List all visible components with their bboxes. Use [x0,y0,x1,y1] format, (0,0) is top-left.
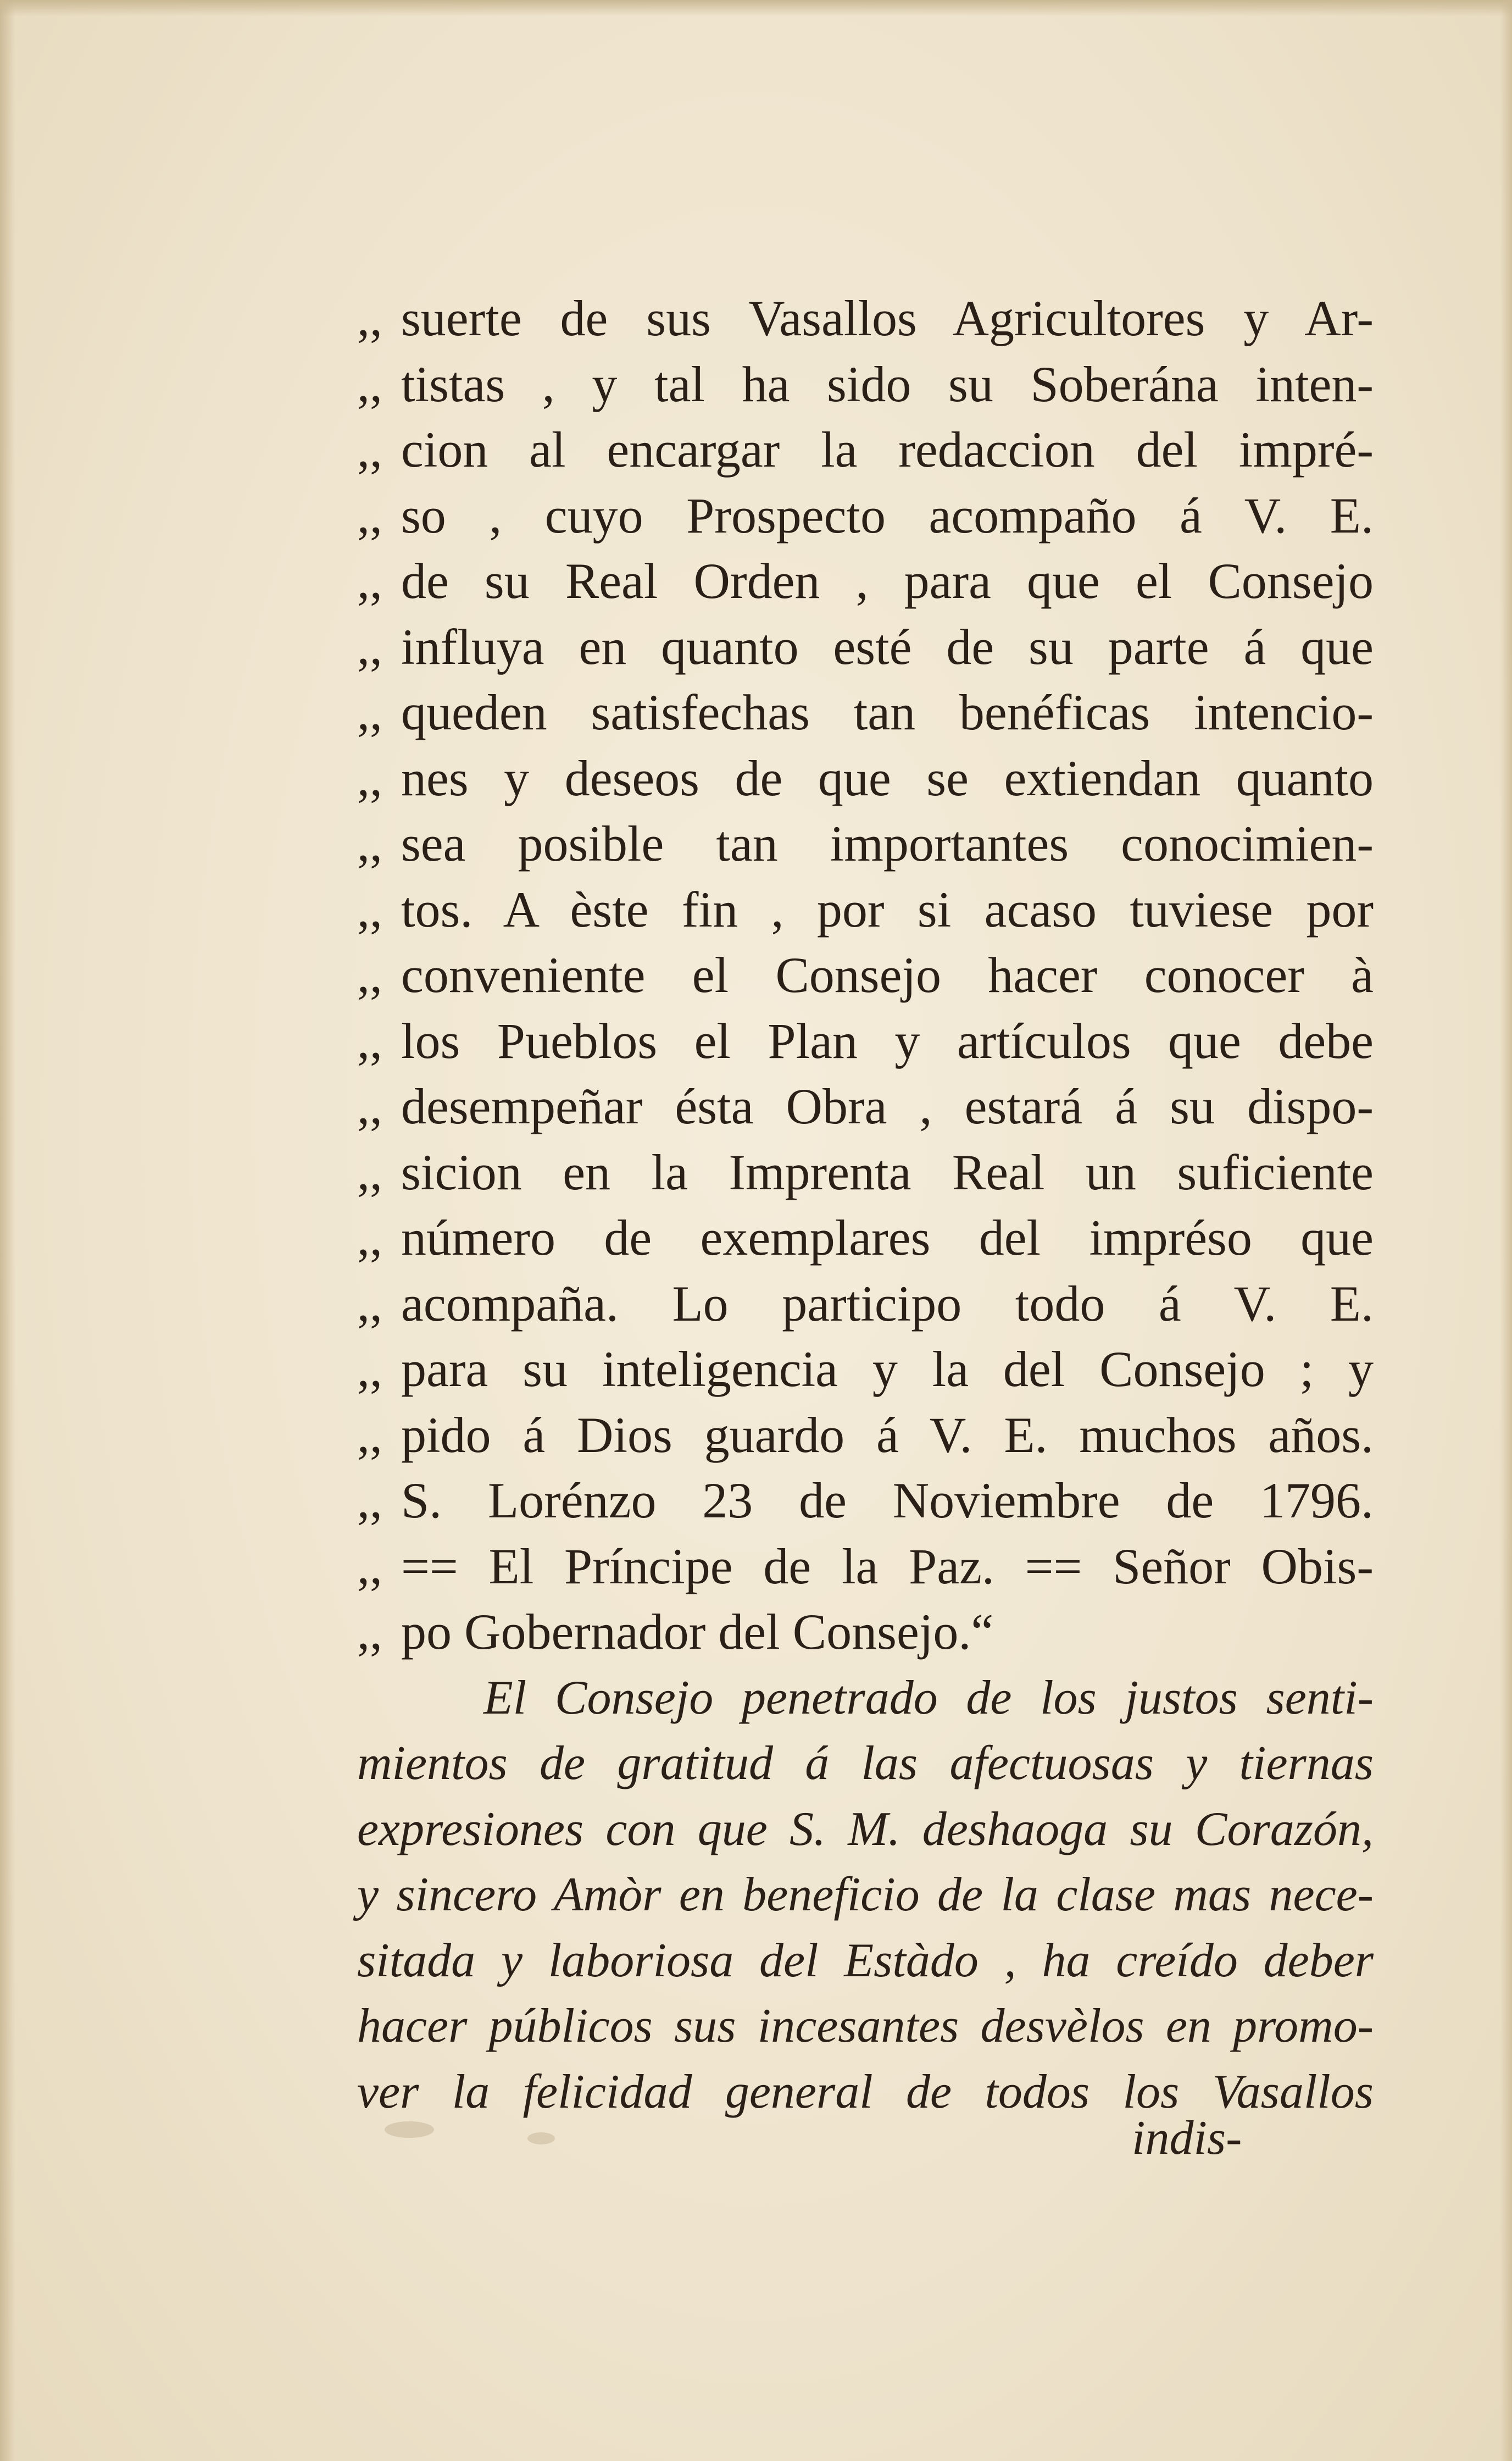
line-text: desempeñar ésta Obra , estará á su dispo- [401,1078,1374,1134]
quoted-line [357,352,1374,418]
quoted-line [357,548,1374,614]
quote-mark: ,, [357,1210,382,1266]
quote-mark: ,, [357,881,382,938]
quote-mark: ,, [357,750,382,806]
quote-mark: ,, [357,356,382,412]
line-text: pido á Dios guardo á V. E. muchos años. [401,1406,1374,1463]
line-text: cion al encargar la redaccion del impré- [401,422,1374,478]
line-text: para su inteligencia y la del Consejo ; y [401,1341,1374,1397]
quote-mark: ,, [357,1472,382,1528]
italic-paragraph-line: sitada y laboriosa del Estàdo , ha creído deber [357,1933,1374,1987]
line-text: acompaña. Lo participo todo á V. E. [401,1275,1374,1332]
quote-mark: ,, [357,422,382,478]
quoted-line [357,1008,1374,1074]
quote-mark: ,, [357,1275,382,1332]
line-text: suerte de sus Vasallos Agricultores y Ar- [401,290,1374,346]
line-text: S. Lorénzo 23 de Noviembre de 1796. [401,1472,1374,1528]
quoted-line [357,1271,1374,1337]
quoted-line [357,286,1374,352]
line-text: so , cuyo Prospecto acompaño á V. E. [401,487,1374,544]
line-text: número de exemplares del impréso que [401,1210,1374,1266]
line-text: de su Real Orden , para que el Consejo [401,553,1374,609]
quoted-line [357,1403,1374,1468]
italic-paragraph-line: mientos de gratitud á las afectuosas y tiernas [357,1737,1374,1790]
paper-stain [527,2132,555,2144]
quote-mark: ,, [357,947,382,1003]
page-edge-right [1500,0,1512,2461]
quoted-line [357,1468,1374,1534]
quote-mark: ,, [357,1012,382,1069]
page-edge-left [0,0,15,2461]
quoted-line [357,680,1374,746]
quote-mark: ,, [357,1604,382,1660]
line-text: sicion en la Imprenta Real un suficiente [401,1144,1374,1200]
quote-mark: ,, [357,1341,382,1397]
quoted-line [357,877,1374,943]
italic-paragraph-line: hacer públicos sus incesantes desvèlos en promo- [357,1999,1374,2053]
quoted-line [357,746,1374,812]
quoted-line [357,1074,1374,1140]
quote-mark: ,, [357,1538,382,1594]
quoted-line [357,1337,1374,1403]
italic-paragraph-line: ver la felicidad general de todos los Vasallos [357,2065,1374,2119]
italic-paragraph-line: expresiones con que S. M. deshaoga su Corazón, [357,1802,1374,1856]
italic-paragraph-line: El Consejo penetrado de los justos senti- [483,1671,1374,1725]
quote-mark: ,, [357,1078,382,1134]
line-text: po Gobernador del Consejo.“ [401,1604,994,1660]
line-text: sea posible tan importantes conocimien- [401,816,1374,872]
page-edge-top [0,0,1512,16]
quoted-line [357,811,1374,877]
quoted-line [357,1599,1374,1665]
quote-mark: ,, [357,553,382,609]
line-text: nes y deseos de que se extiendan quanto [401,750,1374,806]
quote-mark: ,, [357,487,382,544]
quote-mark: ,, [357,1144,382,1200]
quoted-line [357,1140,1374,1206]
quote-mark: ,, [357,290,382,346]
quote-mark: ,, [357,816,382,872]
line-text: == El Príncipe de la Paz. == Señor Obis- [401,1538,1374,1594]
quoted-line [357,483,1374,549]
line-text: influya en quanto esté de su parte á que [401,618,1374,675]
quoted-line [357,417,1374,483]
quoted-line [357,1205,1374,1271]
catchword: indis- [1132,2111,1242,2165]
line-text: tos. A èste fin , por si acaso tuviese por [401,881,1374,938]
quote-mark: ,, [357,618,382,675]
quote-mark: ,, [357,1406,382,1463]
quoted-line [357,1534,1374,1600]
quoted-line [357,614,1374,680]
italic-paragraph-line: y sincero Amòr en beneficio de la clase mas nece- [357,1868,1374,1921]
quote-mark: ,, [357,684,382,740]
body-text [357,286,1374,2125]
line-text: conveniente el Consejo hacer conocer à [401,947,1374,1003]
line-text: los Pueblos el Plan y artículos que debe [401,1012,1374,1069]
line-text: tistas , y tal ha sido su Soberána inten- [401,356,1374,412]
quoted-line [357,943,1374,1008]
line-text: queden satisfechas tan benéficas intencio- [401,684,1374,740]
